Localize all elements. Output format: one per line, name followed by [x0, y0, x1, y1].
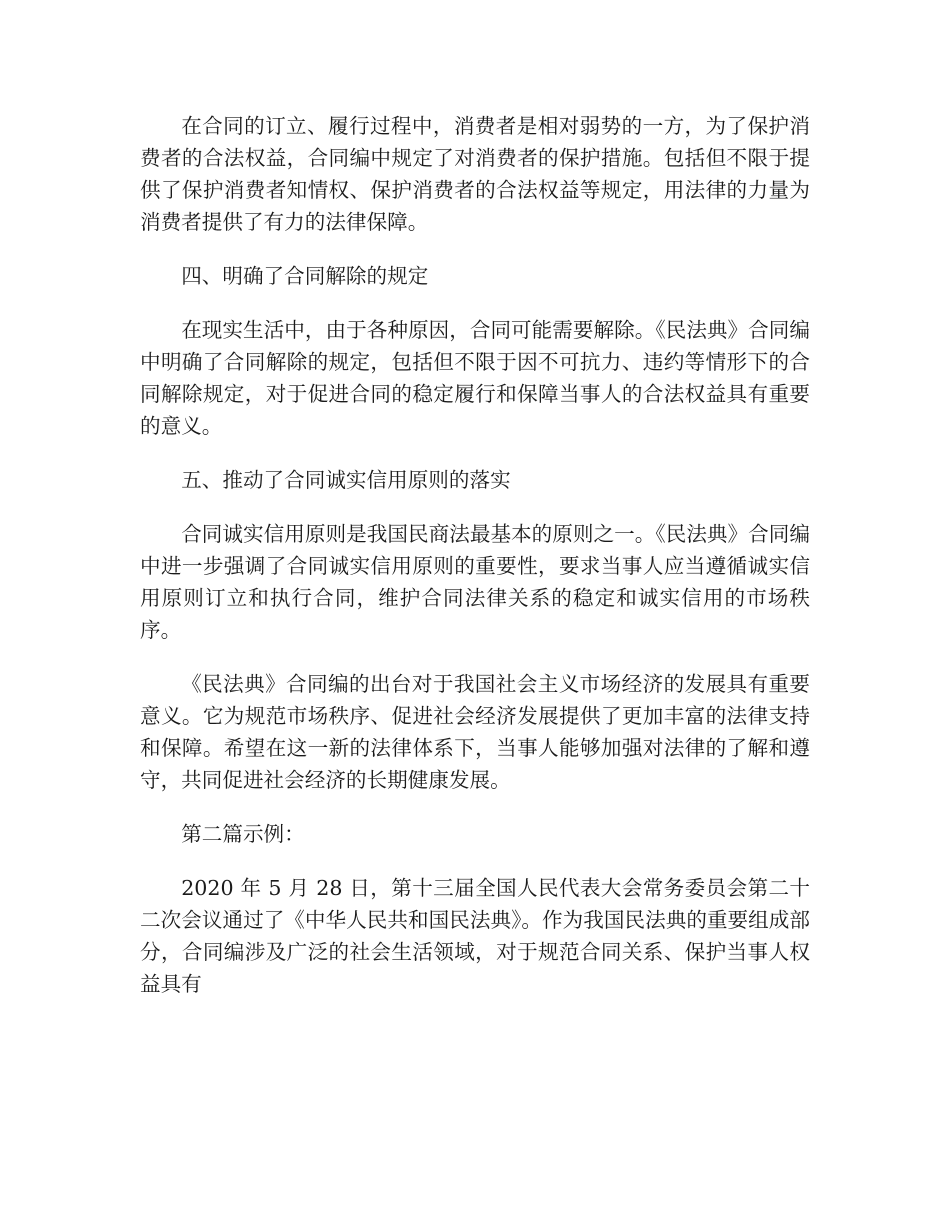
paragraph-contract-termination: 在现实生活中，由于各种原因，合同可能需要解除。《民法典》合同编中明确了合同解除的规定，包括但不限于因不可抗力、违约等情形下的合同解除规定，对于促进合同的稳定履行和保障当事人的合法权益具有重要的意义。 — [140, 318, 810, 438]
paragraph-second-example-intro: 2020 年 5 月 28 日，第十三届全国人民代表大会常务委员会第二十二次会议通过了《中华人民共和国民法典》。作为我国民法典的重要组成部分，合同编涉及广泛的社会生活领域，对于规范合同关系、保护当事人权益具有 — [140, 876, 810, 996]
document-body — [140, 110, 810, 1022]
section-heading-good-faith: 五、推动了合同诚实信用原则的落实 — [181, 468, 511, 492]
paragraph-conclusion: 《民法典》合同编的出台对于我国社会主义市场经济的发展具有重要意义。它为规范市场秩序、促进社会经济发展提供了更加丰富的法律支持和保障。希望在这一新的法律体系下，当事人能够加强对法律的了解和遵守，共同促进社会经济的长期健康发展。 — [140, 672, 810, 792]
section-heading-contract-termination: 四、明确了合同解除的规定 — [181, 264, 429, 288]
paragraph-good-faith: 合同诚实信用原则是我国民商法最基本的原则之一。《民法典》合同编中进一步强调了合同诚实信用原则的重要性，要求当事人应当遵循诚实信用原则订立和执行合同，维护合同法律关系的稳定和诚实信用的市场秩序。 — [140, 522, 810, 642]
section-heading-second-example: 第二篇示例： — [181, 822, 305, 846]
paragraph-consumer-protection: 在合同的订立、履行过程中，消费者是相对弱势的一方，为了保护消费者的合法权益，合同编中规定了对消费者的保护措施。包括但不限于提供了保护消费者知情权、保护消费者的合法权益等规定，用法律的力量为消费者提供了有力的法律保障。 — [140, 114, 810, 234]
